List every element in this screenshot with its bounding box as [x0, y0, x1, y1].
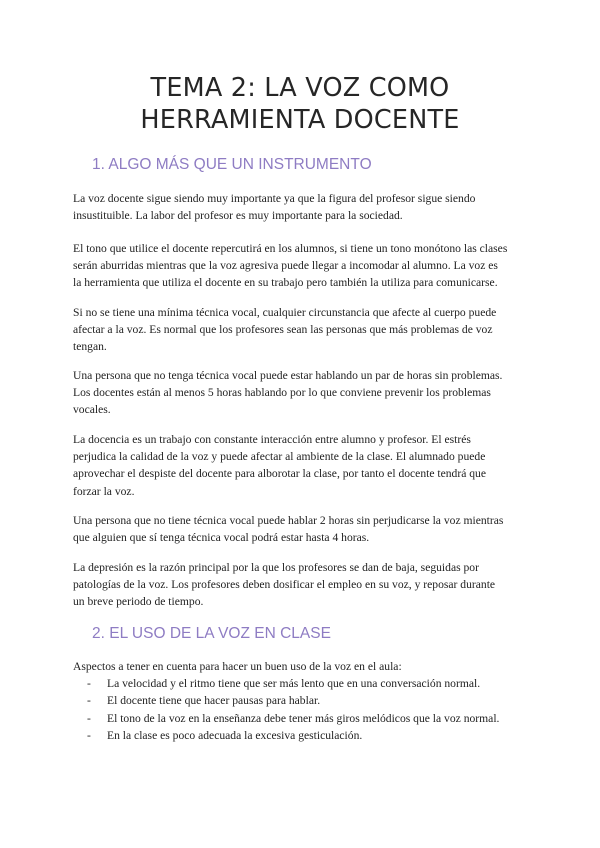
text-line: serán aburridas mientras que la voz agresiva puede llegar a incomodar al alumno. La voz es: [73, 259, 498, 273]
list-item-text: El docente tiene que hacer pausas para hablar.: [107, 694, 321, 708]
text-line: la herramienta que utiliza el docente en su trabajo pero también la utiliza para comunicarse.: [73, 276, 498, 290]
text-line: tengan.: [73, 340, 107, 354]
text-line: Si no se tiene una mínima técnica vocal, cualquier circunstancia que afecte al cuerpo puede: [73, 306, 497, 319]
text-line: que alguien que sí tenga técnica vocal podrá estar hasta 4 horas.: [73, 531, 370, 545]
text-line: La depresión es la razón principal por la que los profesores se dan de baja, seguidas por: [73, 561, 479, 574]
dash-marker: -: [87, 677, 91, 691]
text-line: afectar a la voz. Es normal que los profesores sean las personas que más problemas de voz: [73, 323, 493, 337]
list-item-text: El tono de la voz en la enseñanza debe tener más giros melódicos que la voz normal.: [107, 711, 500, 725]
paragraph: [73, 512, 533, 546]
title-line-1: TEMA 2: LA VOZ COMO: [150, 73, 450, 103]
text-line: insustituible. La labor del profesor es muy importante para la sociedad.: [73, 209, 403, 223]
section-1-heading: 1. ALGO MÁS QUE UN INSTRUMENTO: [92, 156, 372, 173]
text-line: Una persona que no tenga técnica vocal puede estar hablando un par de horas sin problemas.: [73, 369, 503, 382]
text-line: El tono que utilice el docente repercutirá en los alumnos, si tiene un tono monótono las clases: [73, 242, 508, 255]
paragraph: [73, 240, 533, 292]
document-title: [60, 72, 540, 136]
text-line: un breve periodo de tiempo.: [73, 595, 204, 609]
dash-marker: -: [87, 711, 91, 725]
list-item-text: La velocidad y el ritmo tiene que ser más lento que en una conversación normal.: [107, 677, 481, 691]
text-line: aprovechar el despiste del docente para alborotar la clase, por tanto el docente tendrá que: [73, 467, 486, 481]
paragraph: [73, 304, 533, 356]
text-line: forzar la voz.: [73, 484, 135, 498]
dash-marker: -: [87, 694, 91, 708]
list-item-text: En la clase es poco adecuada la excesiva gesticulación.: [107, 728, 363, 742]
text-line: patologías de la voz. Los profesores deben dosificar el empleo en su voz, y reposar durante: [73, 578, 496, 592]
list-item: [73, 710, 533, 727]
dash-marker: -: [87, 728, 91, 742]
text-line: Una persona que no tiene técnica vocal puede hablar 2 horas sin perjudicarse la voz mientras: [73, 514, 504, 527]
section-2-heading: 2. EL USO DE LA VOZ EN CLASE: [92, 625, 331, 642]
list-item: [73, 675, 533, 692]
list-item: [73, 692, 533, 709]
paragraph: [73, 367, 533, 419]
text-line: perjudica la calidad de la voz y puede afectar al ambiente de la clase. El alumnado puede: [73, 450, 486, 464]
paragraph: [73, 559, 533, 611]
text-line: La voz docente sigue siendo muy importante ya que la figura del profesor sigue siendo: [73, 192, 476, 205]
list-intro: Aspectos a tener en cuenta para hacer un buen uso de la voz en el aula:: [73, 660, 402, 673]
text-line: vocales.: [73, 403, 111, 417]
text-line: Los docentes están al menos 5 horas hablando por lo que conviene prevenir los problemas: [73, 386, 491, 400]
text-line: La docencia es un trabajo con constante interacción entre alumno y profesor. El estrés: [73, 433, 471, 446]
bullet-block: [73, 658, 533, 744]
bullet-list: [73, 675, 533, 744]
list-item: [73, 727, 533, 744]
title-line-2: HERRAMIENTA DOCENTE: [140, 105, 460, 135]
paragraph: [73, 190, 533, 224]
paragraph: [73, 431, 533, 500]
